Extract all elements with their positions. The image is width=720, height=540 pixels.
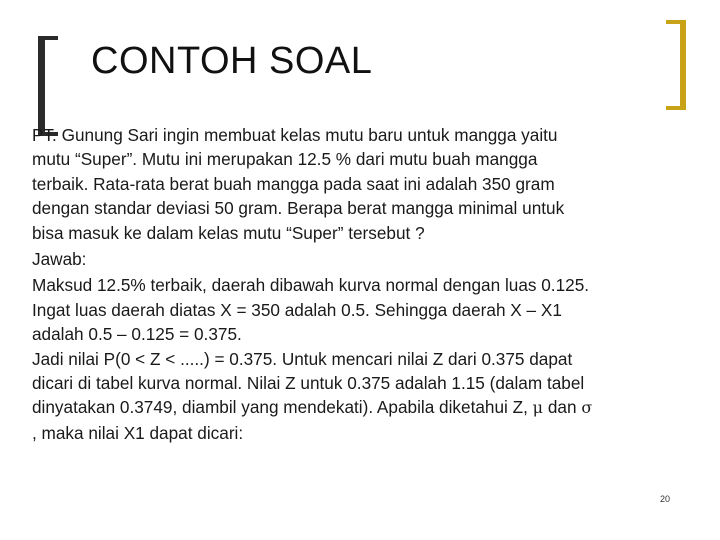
slide-body xyxy=(32,123,697,445)
problem-line: PT. Gunung Sari ingin membuat kelas mutu baru untuk mangga yaitu xyxy=(32,125,558,145)
mu-symbol: μ xyxy=(532,398,544,418)
answer-line: , maka nilai X1 dapat dicari: xyxy=(32,422,244,443)
right-bracket-bottom xyxy=(666,106,686,110)
answer-line: Ingat luas daerah diatas X = 350 adalah 0.5. Sehingga daerah X – X1 xyxy=(32,299,562,320)
problem-line: terbaik. Rata-rata berat buah mangga pada saat ini adalah 350 gram xyxy=(32,173,555,194)
answer-label: Jawab: xyxy=(32,249,87,270)
left-bracket-decoration xyxy=(38,36,60,136)
answer-line: Maksud 12.5% terbaik, daerah dibawah kurva normal dengan luas 0.125. xyxy=(32,275,590,296)
answer-text: dan xyxy=(543,397,582,418)
page-title: CONTOH SOAL xyxy=(91,40,373,82)
answer-line-mu-sigma xyxy=(32,395,697,420)
problem-line: mutu “Super”. Mutu ini merupakan 12.5 % dari mutu buah mangga xyxy=(32,149,538,170)
answer-line: Jadi nilai P(0 < Z < .....) = 0.375. Untuk mencari nilai Z dari 0.375 dapat xyxy=(32,348,573,369)
page-number: 20 xyxy=(660,494,671,504)
problem-line: bisa masuk ke dalam kelas mutu “Super” tersebut ? xyxy=(32,222,425,243)
right-bracket-decoration xyxy=(664,20,686,110)
right-bracket-top xyxy=(666,20,686,24)
right-bracket-vertical xyxy=(680,20,686,110)
problem-line: dengan standar deviasi 50 gram. Berapa berat mangga minimal untuk xyxy=(32,198,565,219)
answer-text: dinyatakan 0.3749, diambil yang mendekati). Apabila diketahui Z, xyxy=(32,397,533,418)
sigma-symbol: σ xyxy=(581,398,593,418)
answer-line: dicari di tabel kurva normal. Nilai Z untuk 0.375 adalah 1.15 (dalam tabel xyxy=(32,373,585,394)
left-bracket-top xyxy=(38,36,58,40)
answer-line: adalah 0.5 – 0.125 = 0.375. xyxy=(32,324,242,345)
left-bracket-vertical xyxy=(38,36,45,136)
